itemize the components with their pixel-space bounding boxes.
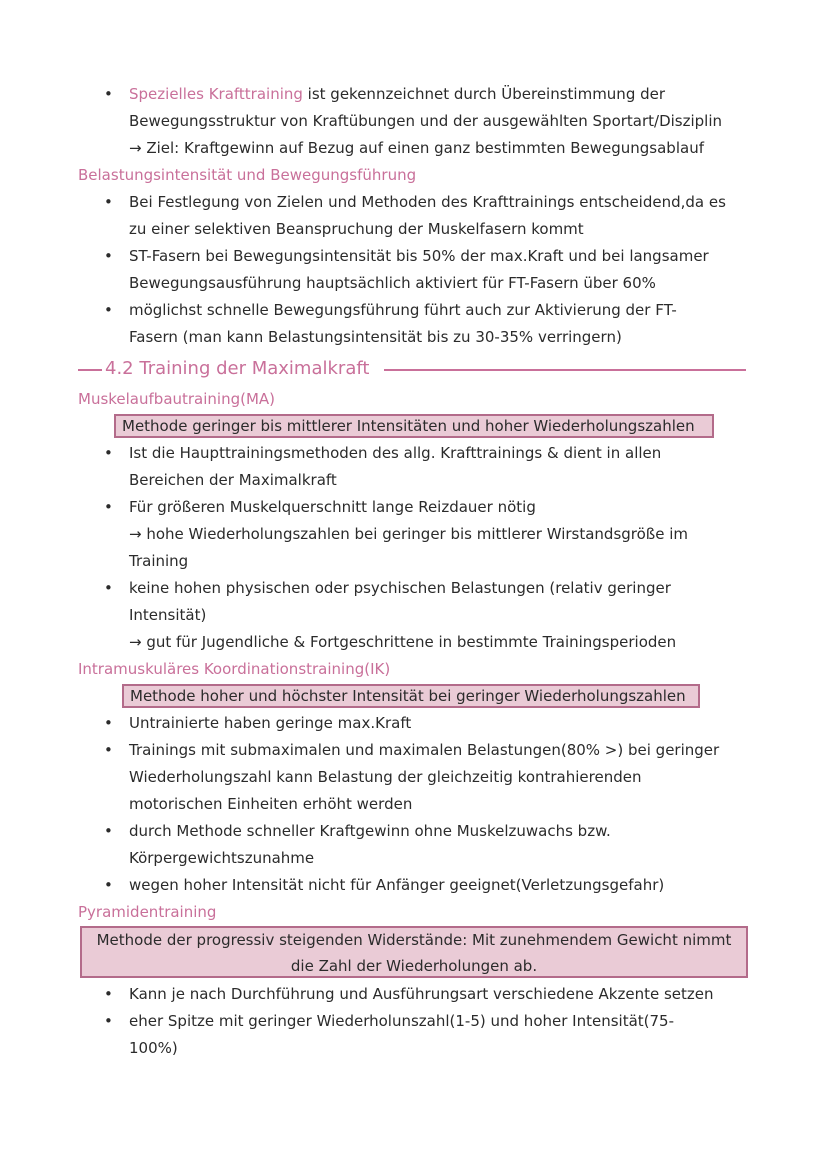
list-item: Körpergewichtszunahme <box>129 849 315 867</box>
list-item: Bei Festlegung von Zielen und Methoden des Krafttrainings entscheidend,da es <box>129 193 726 211</box>
list-item: möglichst schnelle Bewegungsführung führt auch zur Aktivierung der FT- <box>129 301 677 319</box>
list-item: Trainings mit submaximalen und maximalen Belastungen(80% >) bei geringer <box>129 741 720 759</box>
bullet-marker: • <box>104 876 113 894</box>
bullet-marker: • <box>104 1012 113 1030</box>
method-box-text-line-1: Methode der progressiv steigenden Widerstände: Mit zunehmendem Gewicht nimmt <box>96 931 732 949</box>
list-item: zu einer selektiven Beanspruchung der Muskelfasern kommt <box>129 220 584 238</box>
list-item: keine hohen physischen oder psychischen Belastungen (relativ geringer <box>129 579 671 597</box>
method-box-text-line-2: die Zahl der Wiederholungen ab. <box>290 957 538 975</box>
bullet-marker: • <box>104 985 113 1003</box>
intro-bullet-line-2: Bewegungsstruktur von Kraftübungen und der ausgewählten Sportart/Disziplin <box>129 112 723 130</box>
method-box-ik <box>122 684 700 708</box>
list-item: → hohe Wiederholungszahlen bei geringer bis mittlerer Wirstandsgröße im <box>129 525 689 543</box>
list-item: Wiederholungszahl kann Belastung der gleichzeitig kontrahierenden <box>129 768 642 786</box>
bullet-marker: • <box>104 85 113 103</box>
intro-bullet-line-1 <box>129 84 665 104</box>
bullet-marker: • <box>104 193 113 211</box>
section-heading-belastung: Belastungsintensität und Bewegungsführung <box>78 166 417 184</box>
list-item: motorischen Einheiten erhöht werden <box>129 795 413 813</box>
list-item: ST-Fasern bei Bewegungsintensität bis 50% der max.Kraft und bei langsamer <box>129 247 709 265</box>
list-item: eher Spitze mit geringer Wiederholunszahl(1-5) und hoher Intensität(75- <box>129 1012 675 1030</box>
list-item: 100%) <box>129 1039 178 1057</box>
bullet-marker: • <box>104 741 113 759</box>
method-box-pyramide <box>80 926 748 978</box>
chapter-title: 4.2 Training der Maximalkraft <box>105 358 370 379</box>
list-item: Ist die Haupttrainingsmethoden des allg. Krafttrainings & dient in allen <box>129 444 662 462</box>
section-heading-ik: Intramuskuläres Koordinationstraining(IK) <box>78 660 391 678</box>
bullet-marker: • <box>104 301 113 319</box>
heading-rule-right <box>384 369 746 371</box>
bullet-marker: • <box>104 579 113 597</box>
list-item: Fasern (man kann Belastungsintensität bis zu 30-35% verringern) <box>129 328 622 346</box>
method-box-ma <box>114 414 714 438</box>
bullet-marker: • <box>104 714 113 732</box>
list-item: → gut für Jugendliche & Fortgeschrittene in bestimmte Trainingsperioden <box>129 633 677 651</box>
list-item: Kann je nach Durchführung und Ausführungsart verschiedene Akzente setzen <box>129 985 714 1003</box>
section-heading-pyramide: Pyramidentraining <box>78 903 217 921</box>
bullet-marker: • <box>104 247 113 265</box>
list-item: Intensität) <box>129 606 207 624</box>
section-heading-ma: Muskelaufbautraining(MA) <box>78 390 276 408</box>
bullet-marker: • <box>104 498 113 516</box>
chapter-heading <box>78 357 746 381</box>
list-item: wegen hoher Intensität nicht für Anfänger geeignet(Verletzungsgefahr) <box>129 876 665 894</box>
method-box-text: Methode geringer bis mittlerer Intensitäten und hoher Wiederholungszahlen <box>122 417 695 435</box>
bullet-marker: • <box>104 444 113 462</box>
list-item: Untrainierte haben geringe max.Kraft <box>129 714 412 732</box>
intro-arrow-line: → Ziel: Kraftgewinn auf Bezug auf einen ganz bestimmten Bewegungsablauf <box>129 139 704 157</box>
heading-rule-left <box>78 369 102 371</box>
list-item: Bewegungsausführung hauptsächlich aktiviert für FT-Fasern über 60% <box>129 274 656 292</box>
list-item: durch Methode schneller Kraftgewinn ohne Muskelzuwachs bzw. <box>129 822 611 840</box>
list-item: Bereichen der Maximalkraft <box>129 471 337 489</box>
method-box-text: Methode hoher und höchster Intensität bei geringer Wiederholungszahlen <box>130 687 686 705</box>
intro-bullet-text: ist gekennzeichnet durch Übereinstimmung der <box>302 85 666 103</box>
highlight-term: Spezielles Krafttraining <box>129 85 303 103</box>
list-item: Für größeren Muskelquerschnitt lange Reizdauer nötig <box>129 498 536 516</box>
list-item: Training <box>129 552 189 570</box>
bullet-marker: • <box>104 822 113 840</box>
